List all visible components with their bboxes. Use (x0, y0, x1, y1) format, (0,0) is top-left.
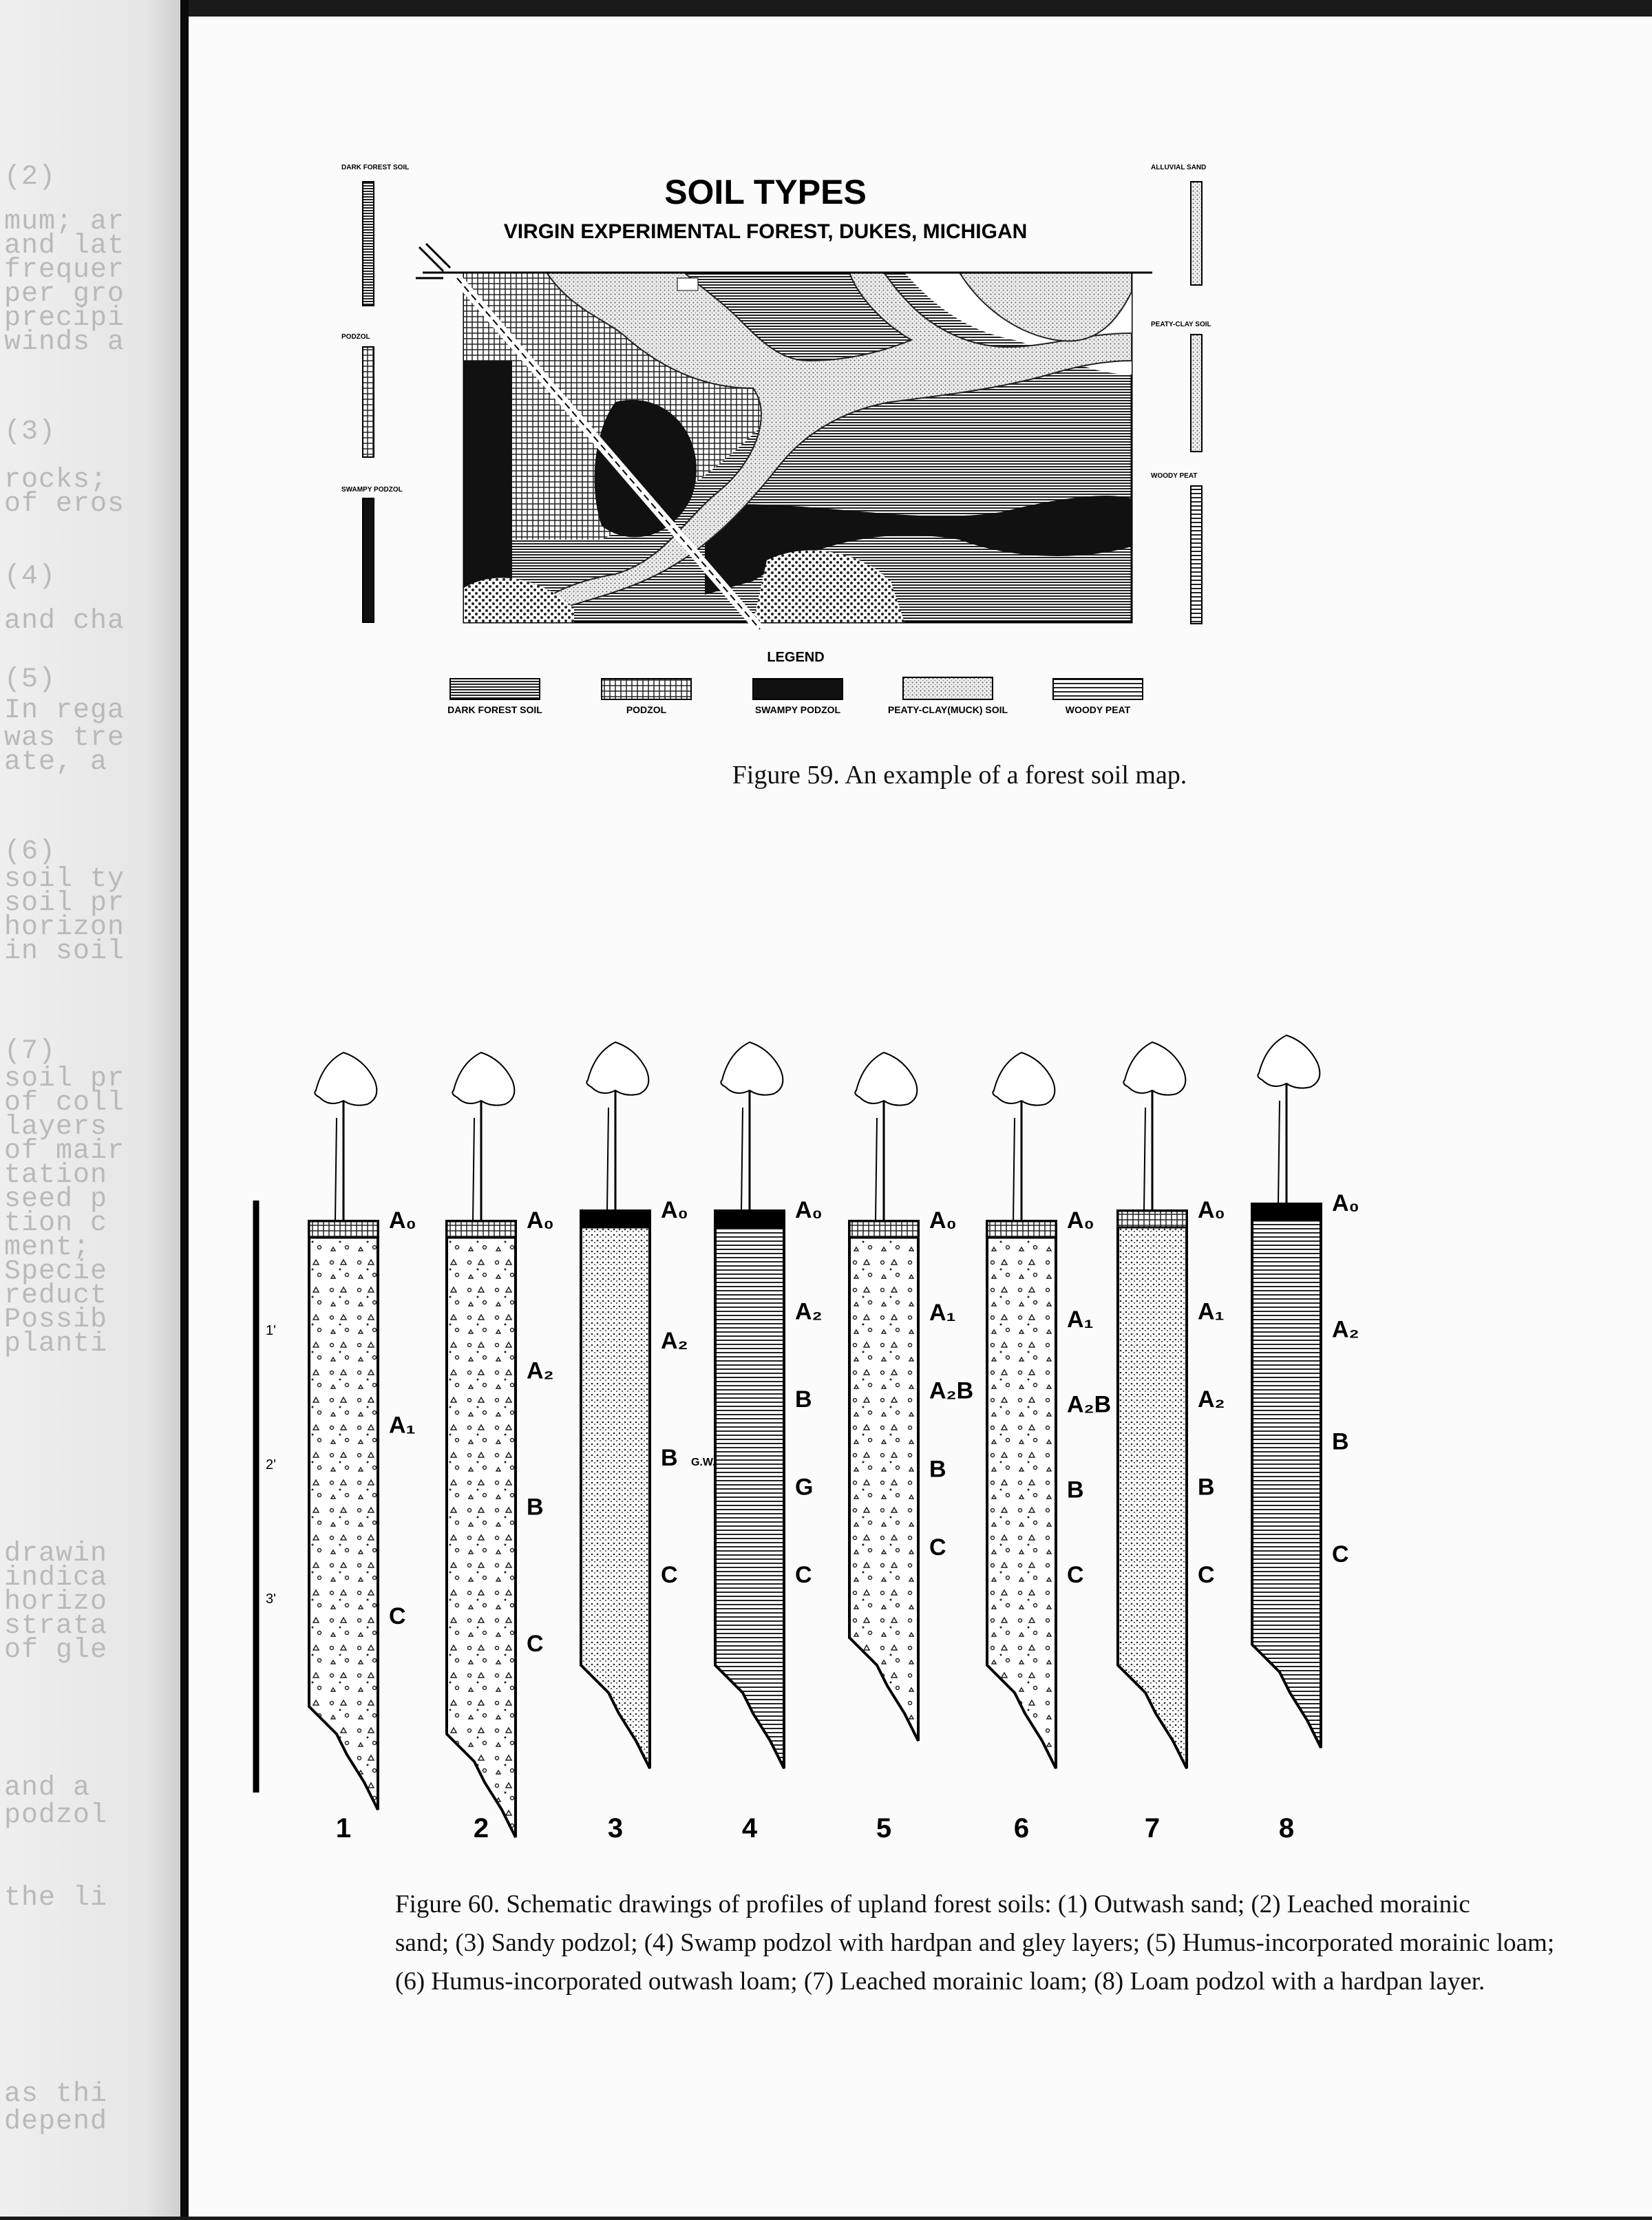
horizon-label: A₀ (795, 1197, 823, 1223)
tree-canopy (586, 1042, 648, 1095)
horizon-label: C (1332, 1541, 1349, 1567)
horizon-label: A₀ (1198, 1197, 1225, 1223)
profile-label-dark-forest: DARK FOREST SOIL (341, 164, 410, 171)
horizon-label: A₂ (527, 1357, 554, 1384)
horizon-label: A₀ (1332, 1190, 1359, 1216)
legend-peaty-clay-soil: PEATY-CLAY(MUCK) SOIL (887, 704, 1008, 715)
tree-trunk (1278, 1101, 1280, 1204)
figure-59-caption: Figure 59. An example of a forest soil map. (732, 761, 1187, 790)
profile-number: 8 (1278, 1813, 1295, 1843)
soil-map (423, 273, 1152, 629)
horizon-label: G (795, 1474, 814, 1501)
bleed-through-text: layers (4, 1112, 108, 1143)
bleed-through-text: as thi (4, 2079, 108, 2110)
horizon-label: B (1198, 1474, 1215, 1501)
profile-column (987, 1221, 1056, 1768)
tree-trunk (1013, 1118, 1015, 1221)
soil-profile (309, 1053, 416, 1810)
profile-numbers (336, 1813, 1294, 1843)
bleed-through-text: horizo (4, 1587, 108, 1618)
tree-canopy (1258, 1035, 1320, 1088)
horizon-label: A₂ (795, 1298, 823, 1325)
caption-line: (6) Humus-incorporated outwash loam; (7) Leached morainic loam; (8) Loam podzol with a hardpan layer. (395, 1967, 1485, 1996)
bleed-through-text: (6) (4, 836, 56, 867)
horizon-label: A₂B (929, 1377, 974, 1404)
profile-label-swampy-podzol: SWAMPY PODZOL (341, 486, 403, 494)
horizon-label: A₀ (929, 1207, 957, 1234)
book-gutter (180, 0, 189, 2217)
horizon-label: B (1067, 1477, 1084, 1503)
profile-number: 2 (473, 1813, 489, 1843)
bleed-through-text: horizon (4, 912, 125, 943)
soil-profile (581, 1042, 688, 1768)
tree-trunk (607, 1108, 608, 1211)
book-page (189, 17, 1652, 2217)
bleed-through-text: drawin (4, 1539, 108, 1569)
soil-profile (715, 1042, 823, 1768)
profile-number: 7 (1144, 1813, 1161, 1843)
bleed-through-text: soil ty (4, 864, 125, 895)
horizon-label: A₀ (1067, 1207, 1094, 1234)
legend-title: LEGEND (767, 650, 825, 665)
legend-podzol: PODZOL (626, 704, 667, 715)
bleed-through-text: soil pr (4, 888, 125, 919)
scale-label-1ft: 1' (266, 1323, 276, 1338)
tree-canopy (315, 1053, 377, 1106)
left-profile-columns (341, 164, 409, 622)
profile-column (447, 1221, 516, 1837)
bleed-through-text: (7) (4, 1036, 56, 1067)
bleed-through-text: per gro (4, 279, 125, 310)
tree-trunk (1144, 1108, 1145, 1211)
bleed-through-text: of gle (4, 1635, 108, 1666)
bleed-through-text: and cha (4, 606, 125, 637)
right-profile-columns (1151, 164, 1211, 624)
tree-canopy (452, 1053, 514, 1106)
tree-trunk (335, 1118, 337, 1221)
horizon-label: C (527, 1631, 544, 1657)
bleed-through-text: (4) (4, 561, 56, 592)
soil-profile (1118, 1042, 1225, 1768)
bleed-through-text: indica (4, 1563, 108, 1594)
horizon-label: A₂ (1332, 1316, 1359, 1343)
bleed-through-text: depend (4, 2106, 108, 2137)
legend-dark-forest-soil: DARK FOREST SOIL (447, 704, 542, 715)
horizon-label: B (929, 1456, 946, 1483)
tree-canopy (993, 1053, 1055, 1106)
scale-label-3ft: 3' (266, 1592, 276, 1607)
horizon-label: C (795, 1562, 812, 1588)
caption-line: sand; (3) Sandy podzol; (4) Swamp podzol with hardpan and gley layers; (5) Humus-incorporated morainic loam; (395, 1929, 1555, 1957)
soil-profiles (309, 1035, 1359, 1837)
profile-number: 5 (876, 1813, 892, 1843)
bleed-through-text: in soil (4, 936, 125, 967)
organic-layer (447, 1221, 516, 1238)
tree-canopy (1123, 1042, 1185, 1095)
bleed-through-text: tation (4, 1160, 108, 1191)
bleed-through-text: (3) (4, 416, 56, 447)
map-title: SOIL TYPES (664, 173, 867, 211)
facing-page-bleedthrough (0, 0, 180, 2217)
profile-label-podzol: PODZOL (341, 333, 370, 341)
bleed-through-text: tion c (4, 1208, 108, 1239)
bleed-through-text: Possib (4, 1304, 108, 1335)
bleed-through-text: of coll (4, 1088, 125, 1119)
organic-layer (849, 1221, 918, 1238)
profile-column (1252, 1204, 1321, 1748)
horizon-label: C (389, 1603, 406, 1629)
profile-number: 3 (607, 1813, 624, 1843)
tree-canopy (855, 1053, 917, 1106)
soil-profile (987, 1053, 1111, 1768)
tree-canopy (721, 1042, 783, 1095)
figure-60 (256, 1035, 1359, 1843)
bleed-through-text: Specie (4, 1256, 108, 1287)
ground-water-label: G.W. (691, 1457, 716, 1468)
horizon-label: A₀ (389, 1207, 416, 1234)
profile-label-peaty-clay: PEATY-CLAY SOIL (1151, 321, 1211, 328)
tree-trunk (473, 1118, 474, 1221)
bleed-through-text: ate, a (4, 747, 108, 778)
scale-label-2ft: 2' (266, 1457, 276, 1472)
bleed-through-text: soil pr (4, 1064, 125, 1095)
soil-profile (447, 1053, 554, 1837)
horizon-label: B (527, 1494, 544, 1521)
horizon-label: A₁ (929, 1299, 956, 1326)
soil-profile (849, 1053, 973, 1741)
horizon-label: B (1332, 1428, 1349, 1455)
profile-column (849, 1221, 918, 1741)
profile-column (1118, 1211, 1187, 1768)
profile-column (581, 1211, 650, 1768)
figure-59 (341, 164, 1211, 715)
profile-label-woody-peat: WOODY PEAT (1151, 472, 1198, 480)
horizon-label: A₂ (1198, 1386, 1225, 1413)
figure-60-caption (395, 1885, 1652, 2001)
horizon-label: A₂ (661, 1328, 688, 1354)
bleed-through-text: In rega (4, 695, 125, 726)
bleed-through-text: precipi (4, 303, 125, 334)
bleed-through-text: (2) (4, 162, 56, 193)
profile-label-alluvial-sand: ALLUVIAL SAND (1151, 164, 1207, 171)
bleed-through-text: was tre (4, 723, 125, 754)
depth-scale (256, 1201, 276, 1793)
bleed-through-text: rocks; (4, 465, 108, 496)
horizon-label: B (795, 1386, 812, 1413)
horizon-label: A₀ (527, 1207, 554, 1234)
organic-layer (715, 1211, 784, 1227)
legend-swampy-podzol: SWAMPY PODZOL (754, 704, 841, 715)
bleed-through-text: of mair (4, 1136, 125, 1167)
tree-trunk (741, 1108, 743, 1211)
horizon-label: A₁ (389, 1412, 416, 1439)
profile-number: 6 (1013, 1813, 1030, 1843)
profile-column (309, 1221, 378, 1810)
horizon-label: B (661, 1445, 678, 1471)
horizon-label: A₀ (661, 1197, 688, 1223)
map-legend (447, 650, 1143, 715)
bleed-through-text: and lat (4, 231, 125, 262)
bleed-through-text: planti (4, 1329, 108, 1360)
horizon-label: A₁ (1067, 1306, 1094, 1333)
horizon-label: C (929, 1534, 946, 1561)
bleed-through-text: mum; ar (4, 207, 125, 237)
bleed-through-text: of eros (4, 489, 125, 520)
organic-layer (1252, 1204, 1321, 1220)
profile-number: 4 (741, 1813, 758, 1843)
bleed-through-text: and a (4, 1773, 91, 1804)
bleed-through-text: the li (4, 1883, 108, 1914)
bleed-through-text: (5) (4, 664, 56, 695)
legend-woody-peat: WOODY PEAT (1065, 704, 1131, 715)
horizon-label: C (1067, 1562, 1084, 1588)
profile-column (715, 1211, 784, 1768)
horizon-label: A₁ (1198, 1298, 1225, 1325)
bleed-through-text: winds a (4, 327, 125, 358)
horizon-label: A₂B (1067, 1391, 1112, 1418)
bleed-through-text: podzol (4, 1800, 108, 1831)
horizon-label: C (661, 1562, 678, 1588)
organic-layer (1118, 1211, 1187, 1227)
tree-trunk (876, 1118, 877, 1221)
bleed-through-text: ment; (4, 1232, 91, 1263)
bleed-through-text: reduct (4, 1280, 108, 1311)
organic-layer (987, 1221, 1056, 1238)
caption-line: Figure 60. Schematic drawings of profiles of upland forest soils: (1) Outwash sand; (2) Leached morainic (395, 1890, 1470, 1918)
organic-layer (581, 1211, 650, 1227)
organic-layer (309, 1221, 378, 1238)
horizon-label: C (1198, 1562, 1215, 1588)
soil-profile (1252, 1035, 1359, 1748)
profile-number: 1 (335, 1813, 352, 1843)
bleed-through-text: strata (4, 1611, 108, 1642)
bleed-through-text: frequer (4, 255, 125, 286)
bleed-through-text: seed p (4, 1184, 108, 1215)
map-subtitle: VIRGIN EXPERIMENTAL FOREST, DUKES, MICHIGAN (503, 220, 1028, 243)
